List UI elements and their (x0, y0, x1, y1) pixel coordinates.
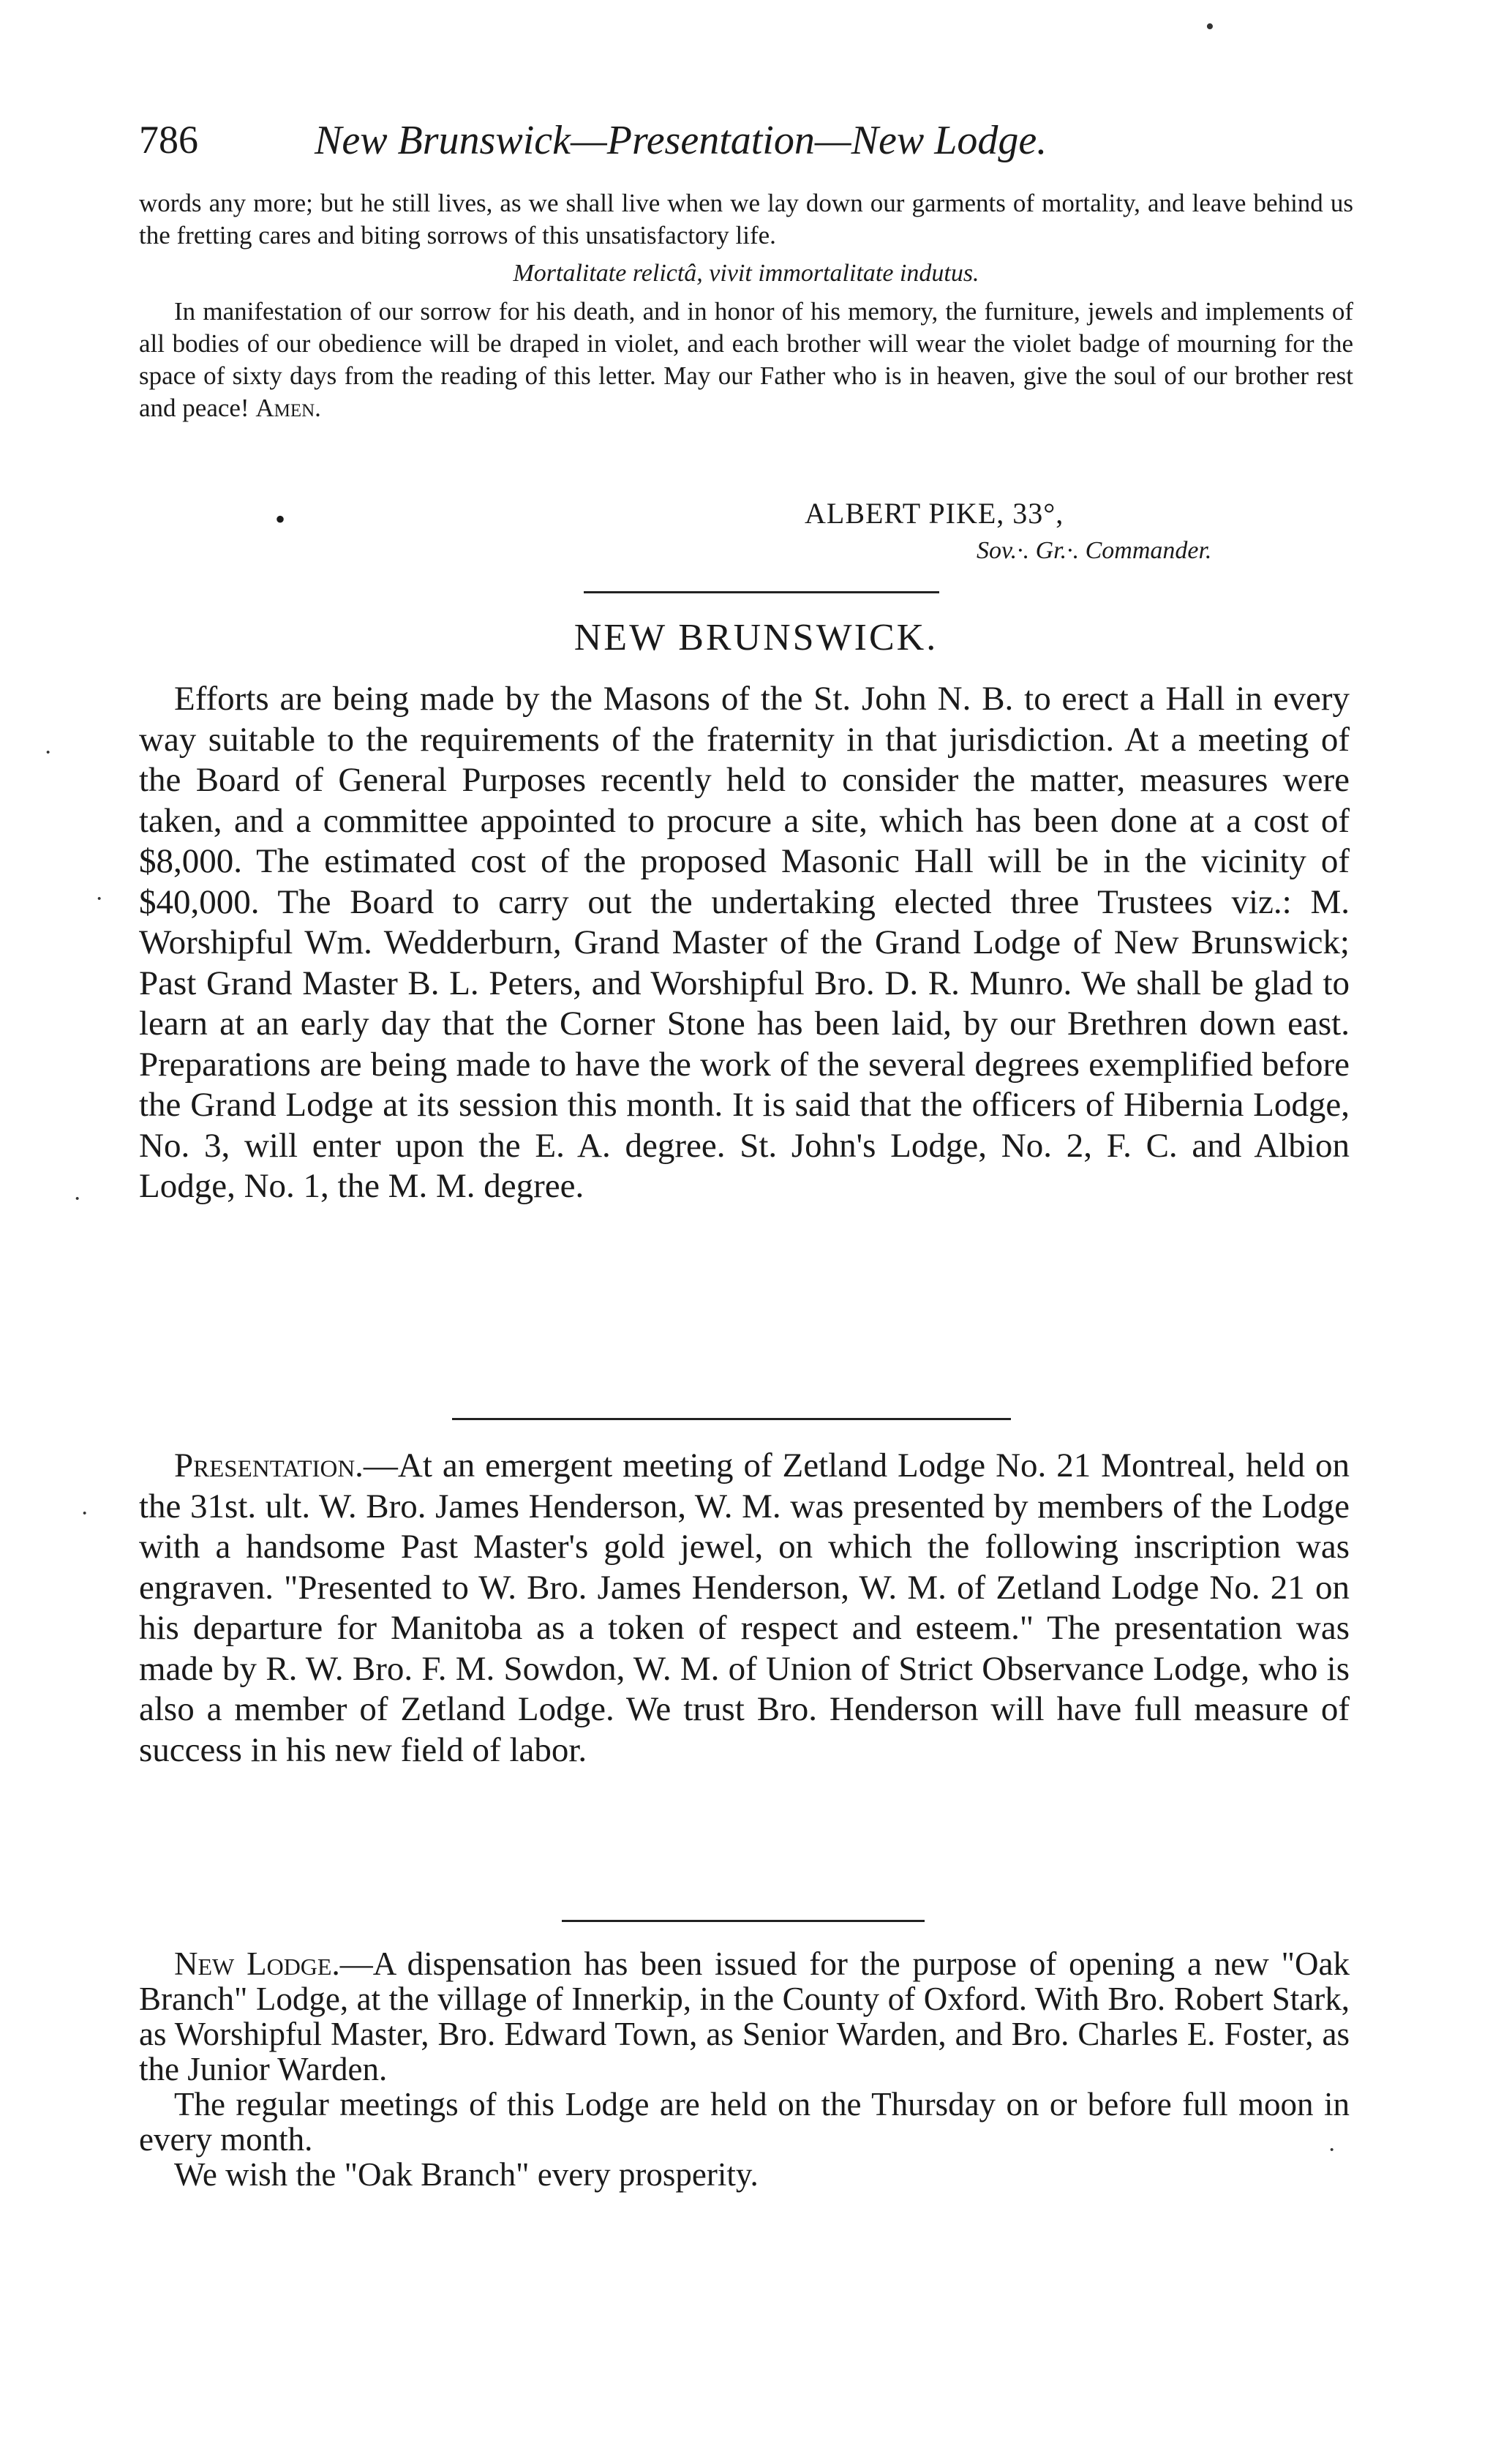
margin-speck: · (80, 1500, 89, 1527)
new-lodge-paragraph-2: The regular meetings of this Lodge are held on the Thursday on or before full moon in every month. (139, 2086, 1350, 2158)
new-lodge-paragraph-1 (139, 1946, 1350, 2087)
new-brunswick-article (139, 679, 1350, 1207)
margin-speck: · (1328, 2136, 1336, 2163)
presentation-paragraph (139, 1446, 1350, 1771)
presentation-body: —At an emergent meeting of Zetland Lodge No. 21 Montreal, held on the 31st. ult. W. Bro. James Henderson, W. M. was presented by members of the Lodge with a handsome Past Master's gold jewel, on which the following inscription was engraven. "Presented to W. Bro. James Henderson, W. M. of Zetland Lodge No. 21 on his departure for Manitoba as a token of respect and esteem." The presentation was made by R. W. Bro. F. M. Sowdon, W. M. of Union of Strict Observance Lodge, who is also a member of Zetland Lodge. We trust Bro. Henderson will have full measure of success in his new field of labor. (139, 1446, 1350, 1769)
margin-speck: · (95, 885, 104, 912)
new-lodge-lead: New Lodge. (174, 1945, 340, 1982)
new-brunswick-body: Efforts are being made by the Masons of the St. John N. B. to erect a Hall in every way suitable to the requirements of the fraternity in that jurisdiction. At a meeting of the Board of General Purposes recently held to consider the matter, measures were taken, and a committee appointed to procure a site, which has been done at a cost of $8,000. The estimated cost of the proposed Masonic Hall will be in the vicinity of $40,000. The Board to carry out the undertaking elected three Trustees viz.: M. Worshipful Wm. Wedderburn, Grand Master of the Grand Lodge of New Brunswick; Past Grand Master B. L. Peters, and Worshipful Bro. D. R. Munro. We shall be glad to learn at an early day that the Corner Stone has been laid, by our Brethren down east. Preparations are being made to have the work of the several degrees exemplified before the Grand Lodge at its session this month. It is said that the officers of Hibernia Lodge, No. 3, will enter upon the E. A. degree. St. John's Lodge, No. 2, F. C. and Albion Lodge, No. 1, the M. M. degree. (139, 680, 1350, 1205)
divider-rule (452, 1418, 1011, 1420)
signature-title: Sov.·. Gr.·. Commander. (977, 537, 1212, 564)
new-lodge-body: —A dispensation has been issued for the purpose of opening a new "Oak Branch" Lodge, at the village of Innerkip, in the County of Oxford. With Bro. Robert Stark, as Worshipful Master, Bro. Edward Town, as Senior Warden, and Bro. Charles E. Foster, as the Junior Warden. (139, 1945, 1350, 2087)
divider-rule (562, 1920, 925, 1922)
margin-speck: · (73, 1185, 82, 1212)
obituary-paragraph-1: words any more; but he still lives, as we shall live when we lay down our garments of mortality, and leave behind us the fretting cares and biting sorrows of this unsatisfactory life. (139, 189, 1353, 249)
obituary-paragraph-2 (139, 296, 1353, 424)
margin-speck: · (44, 739, 53, 766)
new-lodge-paragraph-3: We wish the "Oak Branch" every prosperity. (174, 2156, 759, 2193)
presentation-lead: Presentation. (174, 1446, 364, 1485)
stray-dot: • (275, 503, 286, 536)
obituary-section (139, 187, 1353, 424)
page-number: 786 (139, 118, 198, 162)
divider-rule (584, 591, 939, 593)
running-title: New Brunswick—Presentation—New Lodge. (315, 118, 1048, 163)
obituary-paragraph-2-text: In manifestation of our sorrow for his death, and in honor of his memory, the furniture, jewels and implements of all bodies of our obedience will be draped in violet, and each brother will wear the violet badge of mourning for the space of sixty days from the reading of this letter. May our Father who is in heaven, give the soul of our brother rest and peace! (139, 297, 1353, 422)
page-header (139, 117, 1346, 176)
new-lodge-article (139, 1946, 1350, 2192)
section-heading: NEW BRUNSWICK. (573, 617, 939, 658)
signature-name: ALBERT PIKE, 33°, (805, 497, 1064, 530)
margin-speck: • (1206, 13, 1214, 40)
presentation-article (139, 1446, 1350, 1771)
amen: Amen. (255, 394, 321, 422)
latin-epitaph: Mortalitate relictâ, vivit immortalitate indutus. (513, 260, 979, 287)
